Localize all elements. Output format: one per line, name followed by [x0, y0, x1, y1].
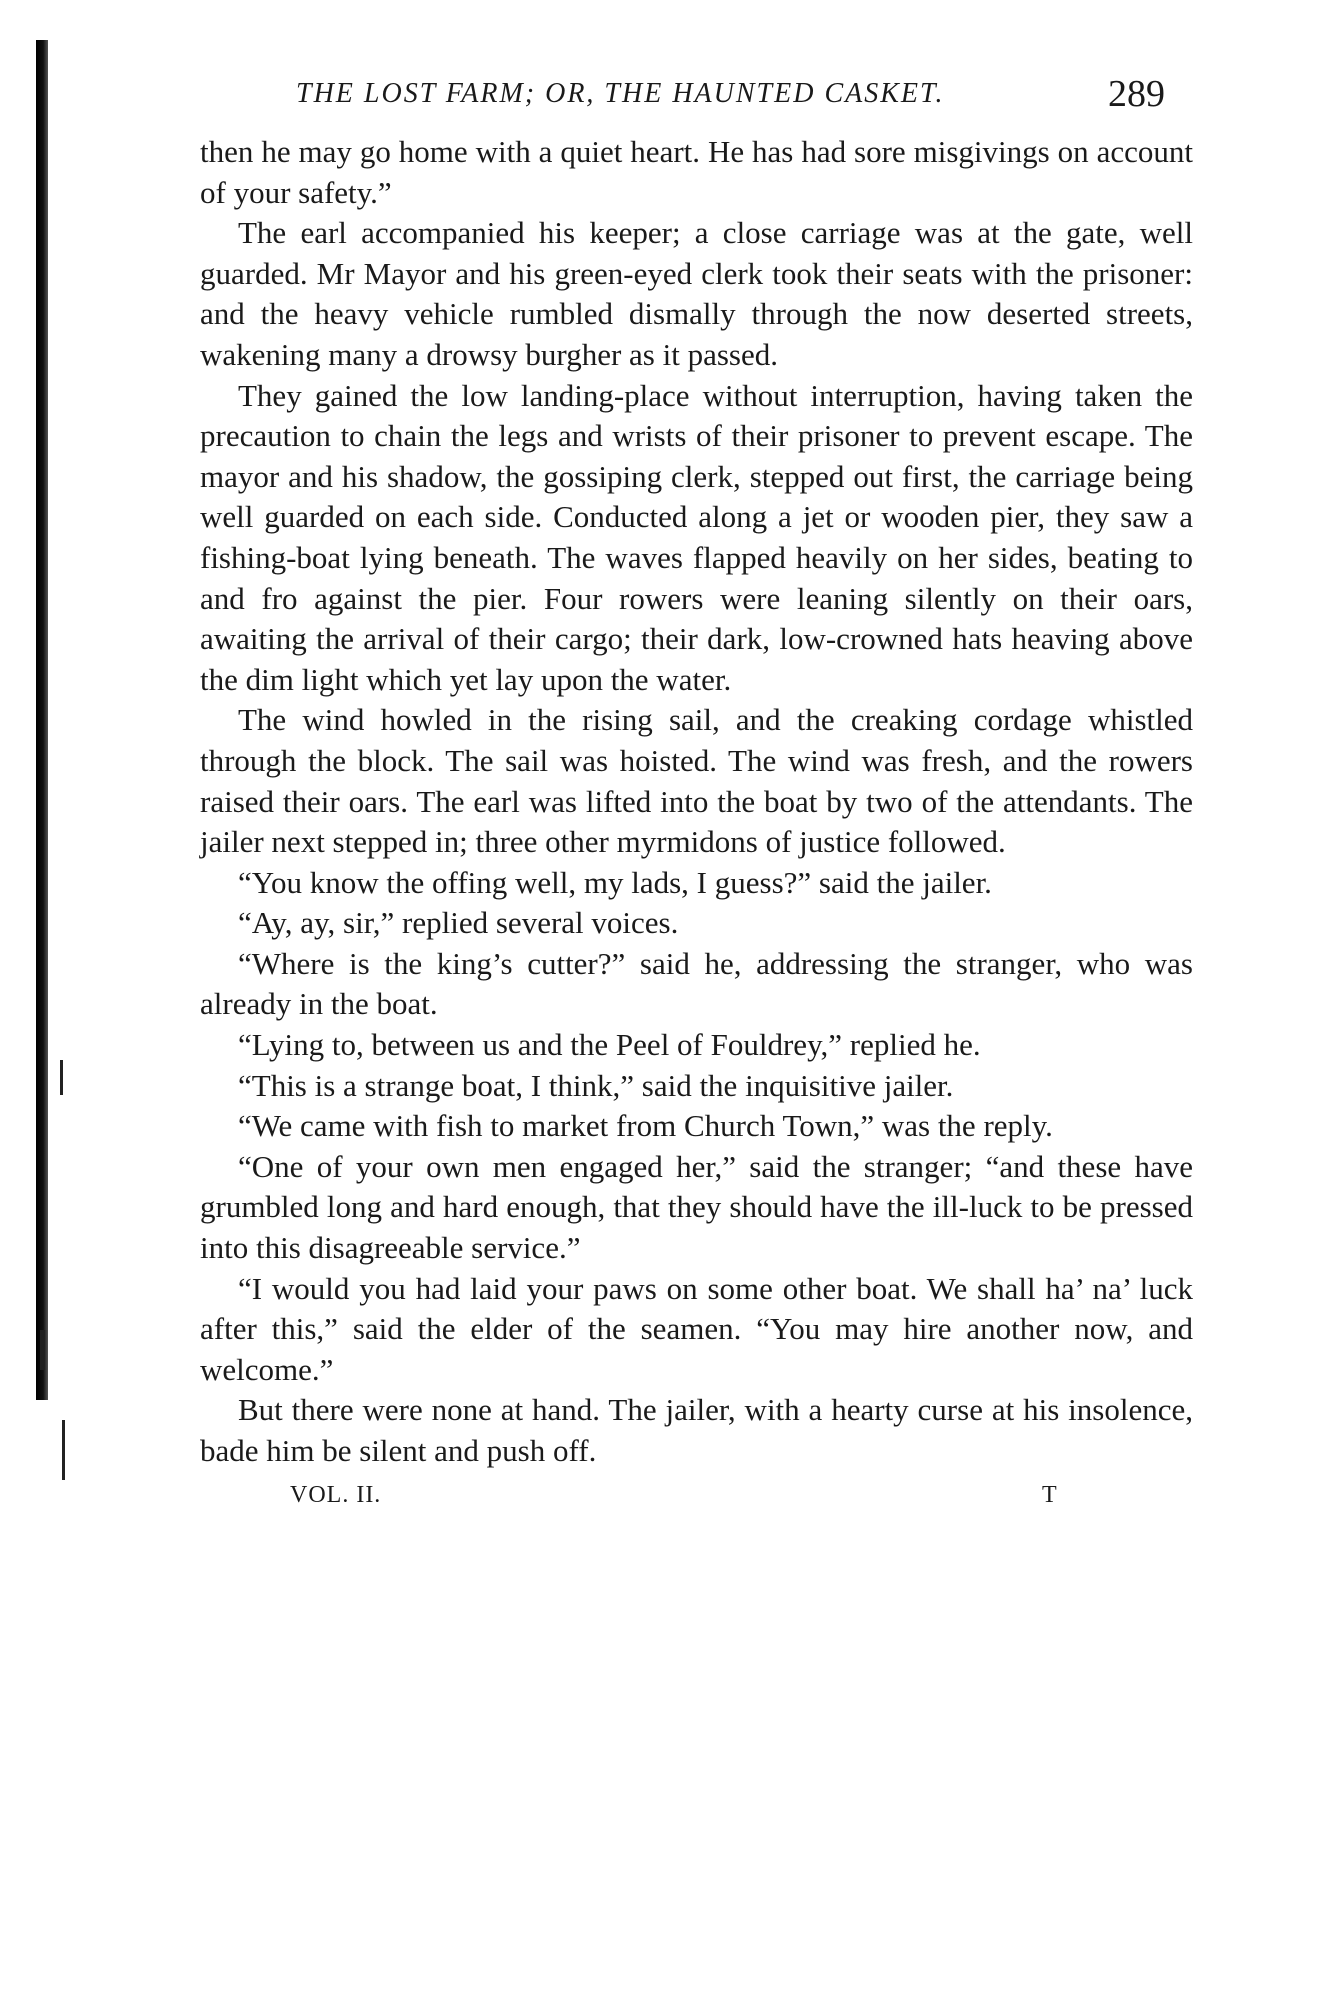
paragraph: “Where is the king’s cutter?” said he, addressing the stranger, who was already in the boat.: [200, 945, 1193, 1022]
gutter-mark: [60, 1060, 63, 1095]
gutter-mark: [62, 1420, 65, 1480]
page-number: 289: [1108, 73, 1165, 115]
paragraph: The wind howled in the rising sail, and the creaking cordage whistled through the block. The sail was hoisted. The wind was fresh, and the rowers raised their oars. The earl was lifted into the boat by two of the attendants. The jailer next stepped in; three other myrmidons of justice followed.: [200, 702, 1193, 860]
running-head: [200, 72, 1193, 128]
paragraph: “Lying to, between us and the Peel of Fouldrey,” replied he.: [238, 1027, 981, 1063]
signature-line: [200, 1474, 1193, 1518]
paragraph: “This is a strange boat, I think,” said the inquisitive jailer.: [238, 1067, 954, 1103]
book-page: [200, 72, 1193, 1518]
volume-mark: VOL. II.: [290, 1481, 382, 1508]
paragraph: then he may go home with a quiet heart. He has had sore misgivings on account of your safety.”: [200, 134, 1193, 210]
paragraph: But there were none at hand. The jailer, with a hearty curse at his insolence, bade him be silent and push off.: [200, 1392, 1193, 1468]
paragraph: “We came with fish to market from Church Town,” was the reply.: [238, 1108, 1053, 1144]
signature-mark: T: [1042, 1481, 1058, 1508]
paragraph: “One of your own men engaged her,” said the stranger; “and these have grumbled long and hard enough, that they should have the ill-luck to be pressed into this disagreeable service.”: [200, 1148, 1193, 1266]
paragraph: The earl accompanied his keeper; a close carriage was at the gate, well guarded. Mr Mayor and his green-eyed clerk took their seats with the prisoner: and the heavy vehicle rumbled dismally through the now deserted streets, wakening many a drowsy burgher as it passed.: [200, 215, 1193, 372]
running-title: THE LOST FARM; OR, THE HAUNTED CASKET.: [296, 78, 945, 109]
body-text: [200, 132, 1193, 1472]
paragraph: “You know the offing well, my lads, I guess?” said the jailer.: [238, 864, 992, 900]
binding-shadow: [36, 40, 48, 1400]
paragraph: “Ay, ay, sir,” replied several voices.: [238, 905, 679, 941]
paragraph: “I would you had laid your paws on some other boat. We shall ha’ na’ luck after this,” said the elder of the seamen. “You may hire another now, and welcome.”: [200, 1270, 1193, 1387]
gutter-mark: [40, 1330, 44, 1370]
paragraph: They gained the low landing-place without interruption, having taken the precaution to chain the legs and wrists of their prisoner to prevent escape. The mayor and his shadow, the gossiping clerk, stepped out first, the carriage being well guarded on each side. Conducted along a jet or wooden pier, they saw a fishing-boat lying beneath. The waves flapped heavily on her sides, beating to and fro against the pier. Four rowers were leaning silently on their oars, awaiting the arrival of their cargo; their dark, low-crowned hats heaving above the dim light which yet lay upon the water.: [200, 377, 1193, 697]
